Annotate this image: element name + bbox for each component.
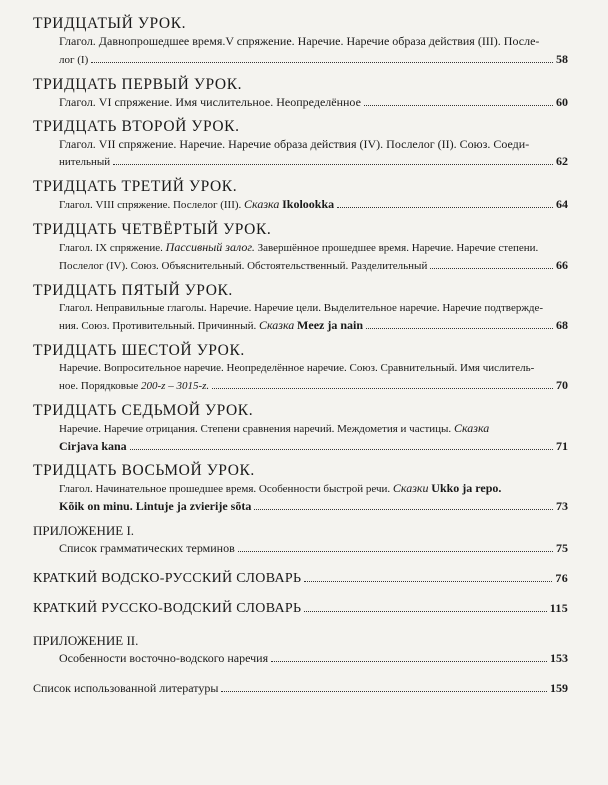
page-number: 159 xyxy=(550,681,568,695)
toc-row xyxy=(59,498,568,515)
page-number: 62 xyxy=(556,154,568,168)
lesson-topics xyxy=(59,136,568,171)
toc-row xyxy=(59,377,568,395)
topic-line: Список грамматических терминов xyxy=(59,541,235,555)
appendix-title: ПРИЛОЖЕНИЕ I. xyxy=(33,523,135,538)
toc-entry-literature xyxy=(33,681,568,696)
dot-leader xyxy=(364,104,553,106)
dot-leader xyxy=(337,206,553,208)
dot-leader xyxy=(221,690,547,692)
dictionary-title: КРАТКИЙ ВОДСКО-РУССКИЙ СЛОВАРЬ xyxy=(33,571,302,586)
page-number: 68 xyxy=(556,318,568,332)
dot-leader xyxy=(304,610,546,612)
lesson-topics xyxy=(59,480,568,515)
page-number: 153 xyxy=(550,651,568,665)
appendix-topics xyxy=(59,650,568,667)
toc-row xyxy=(59,540,568,557)
page-number: 64 xyxy=(556,197,568,211)
toc-entry-dictionary-vod-rus xyxy=(33,571,568,587)
topic-line: Глагол. Неправильные глаголы. Наречие. Наречие цели. Выделительное наречие. Наречие подтвержде- xyxy=(59,302,544,314)
dot-leader xyxy=(91,61,553,63)
page-number: 58 xyxy=(556,52,568,66)
dot-leader xyxy=(130,448,553,450)
page-number: 115 xyxy=(549,601,568,615)
topic-line: Глагол. Давнопрошедшее время.V спряжение. Наречие. Наречие образа действия (III). После- xyxy=(59,34,540,48)
topic-line: Глагол. IX спряжение. Пассивный залог. Завершённое прошедшее время. Наречие. Наречие степени. xyxy=(59,240,539,254)
dot-leader xyxy=(113,163,553,165)
dot-leader xyxy=(271,660,547,662)
page-number: 75 xyxy=(556,541,568,555)
topic-line: лог (I) xyxy=(59,54,89,66)
table-of-contents xyxy=(33,14,568,702)
topic-line: Послелог (IV). Союз. Объяснительный. Обстоятельственный. Разделительный xyxy=(59,260,428,272)
toc-row xyxy=(33,601,568,617)
topic-line: Наречие. Вопросительное наречие. Неопределённое наречие. Союз. Сравнительный. Имя числитель- xyxy=(59,362,535,374)
topic-line: Cirjava kana xyxy=(59,439,127,453)
toc-entry-lesson-33 xyxy=(33,177,568,214)
page-number: 60 xyxy=(556,95,568,109)
lesson-title: ТРИДЦАТЬ ШЕСТОЙ УРОК. xyxy=(33,342,245,359)
lesson-title: ТРИДЦАТЬ ПЯТЫЙ УРОК. xyxy=(33,282,233,299)
dot-leader xyxy=(254,508,553,510)
toc-row xyxy=(59,153,568,171)
literature-title: Список использованной литературы xyxy=(33,681,219,695)
lesson-title: ТРИДЦАТЬ ПЕРВЫЙ УРОК. xyxy=(33,76,243,93)
toc-row xyxy=(59,650,568,667)
lesson-topics xyxy=(59,239,568,275)
toc-entry-lesson-38 xyxy=(33,461,568,515)
toc-entry-appendix-2 xyxy=(33,631,568,667)
page-number: 70 xyxy=(556,378,568,392)
toc-entry-dictionary-rus-vod xyxy=(33,601,568,617)
dot-leader xyxy=(366,327,553,329)
lesson-title: ТРИДЦАТЬ ВОСЬМОЙ УРОК. xyxy=(33,462,255,479)
lesson-title: ТРИДЦАТЬ ТРЕТИЙ УРОК. xyxy=(33,178,238,195)
page-number: 66 xyxy=(556,258,568,272)
lesson-topics xyxy=(59,196,568,214)
toc-row xyxy=(59,317,568,335)
toc-row xyxy=(33,571,568,587)
toc-entry-lesson-35 xyxy=(33,281,568,335)
topic-line: Глагол. VIII спряжение. Послелог (III). Сказка Ikolookka xyxy=(59,197,335,211)
topic-line: Глагол. VII спряжение. Наречие. Наречие образа действия (IV). Послелог (II). Союз. Соеди- xyxy=(59,137,530,151)
toc-row xyxy=(59,196,568,214)
dot-leader xyxy=(212,387,553,389)
toc-entry-lesson-30 xyxy=(33,14,568,69)
lesson-title: ТРИДЦАТЬ ЧЕТВЁРТЫЙ УРОК. xyxy=(33,221,272,238)
lesson-title: ТРИДЦАТЬ ВТОРОЙ УРОК. xyxy=(33,118,240,135)
dictionary-title: КРАТКИЙ РУССКО-ВОДСКИЙ СЛОВАРЬ xyxy=(33,601,302,616)
topic-line: нительный xyxy=(59,156,111,168)
topic-line: Глагол. Начинательное прошедшее время. Особенности быстрой речи. Сказки Ukko ja repo. xyxy=(59,481,502,495)
topic-line: Kõik on minu. Lintuje ja zvierije sõta xyxy=(59,499,252,513)
toc-entry-lesson-31 xyxy=(33,75,568,111)
toc-entry-appendix-1 xyxy=(33,521,568,557)
topic-line: ное. Порядковые 200-z – 3015-z. xyxy=(59,380,210,392)
toc-row xyxy=(59,438,568,455)
appendix-title: ПРИЛОЖЕНИЕ II. xyxy=(33,633,139,648)
toc-row xyxy=(33,681,568,696)
dot-leader xyxy=(238,550,553,552)
toc-row xyxy=(59,257,568,275)
lesson-topics xyxy=(59,94,568,111)
page-number: 71 xyxy=(556,439,568,453)
toc-entry-lesson-37 xyxy=(33,401,568,455)
toc-entry-lesson-32 xyxy=(33,117,568,171)
toc-row xyxy=(59,51,568,69)
topic-line: ния. Союз. Противительный. Причинный. Сказка Meez ja nain xyxy=(59,318,364,332)
topic-line: Глагол. VI спряжение. Имя числительное. Неопределённое xyxy=(59,95,361,109)
toc-entry-lesson-34 xyxy=(33,220,568,275)
appendix-topics xyxy=(59,540,568,557)
page-number: 76 xyxy=(555,571,568,585)
lesson-topics xyxy=(59,300,568,335)
dot-leader xyxy=(304,580,552,582)
lesson-topics xyxy=(59,420,568,455)
toc-entry-lesson-36 xyxy=(33,341,568,395)
page-number: 73 xyxy=(556,499,568,513)
lesson-title: ТРИДЦАТЫЙ УРОК. xyxy=(33,15,187,32)
dot-leader xyxy=(430,267,553,269)
toc-row xyxy=(59,94,568,111)
topic-line: Особенности восточно-водского наречия xyxy=(59,651,269,665)
lesson-topics xyxy=(59,360,568,395)
lesson-topics xyxy=(59,33,568,69)
topic-line: Наречие. Наречие отрицания. Степени сравнения наречий. Междометия и частицы. Сказка xyxy=(59,421,490,435)
lesson-title: ТРИДЦАТЬ СЕДЬМОЙ УРОК. xyxy=(33,402,254,419)
